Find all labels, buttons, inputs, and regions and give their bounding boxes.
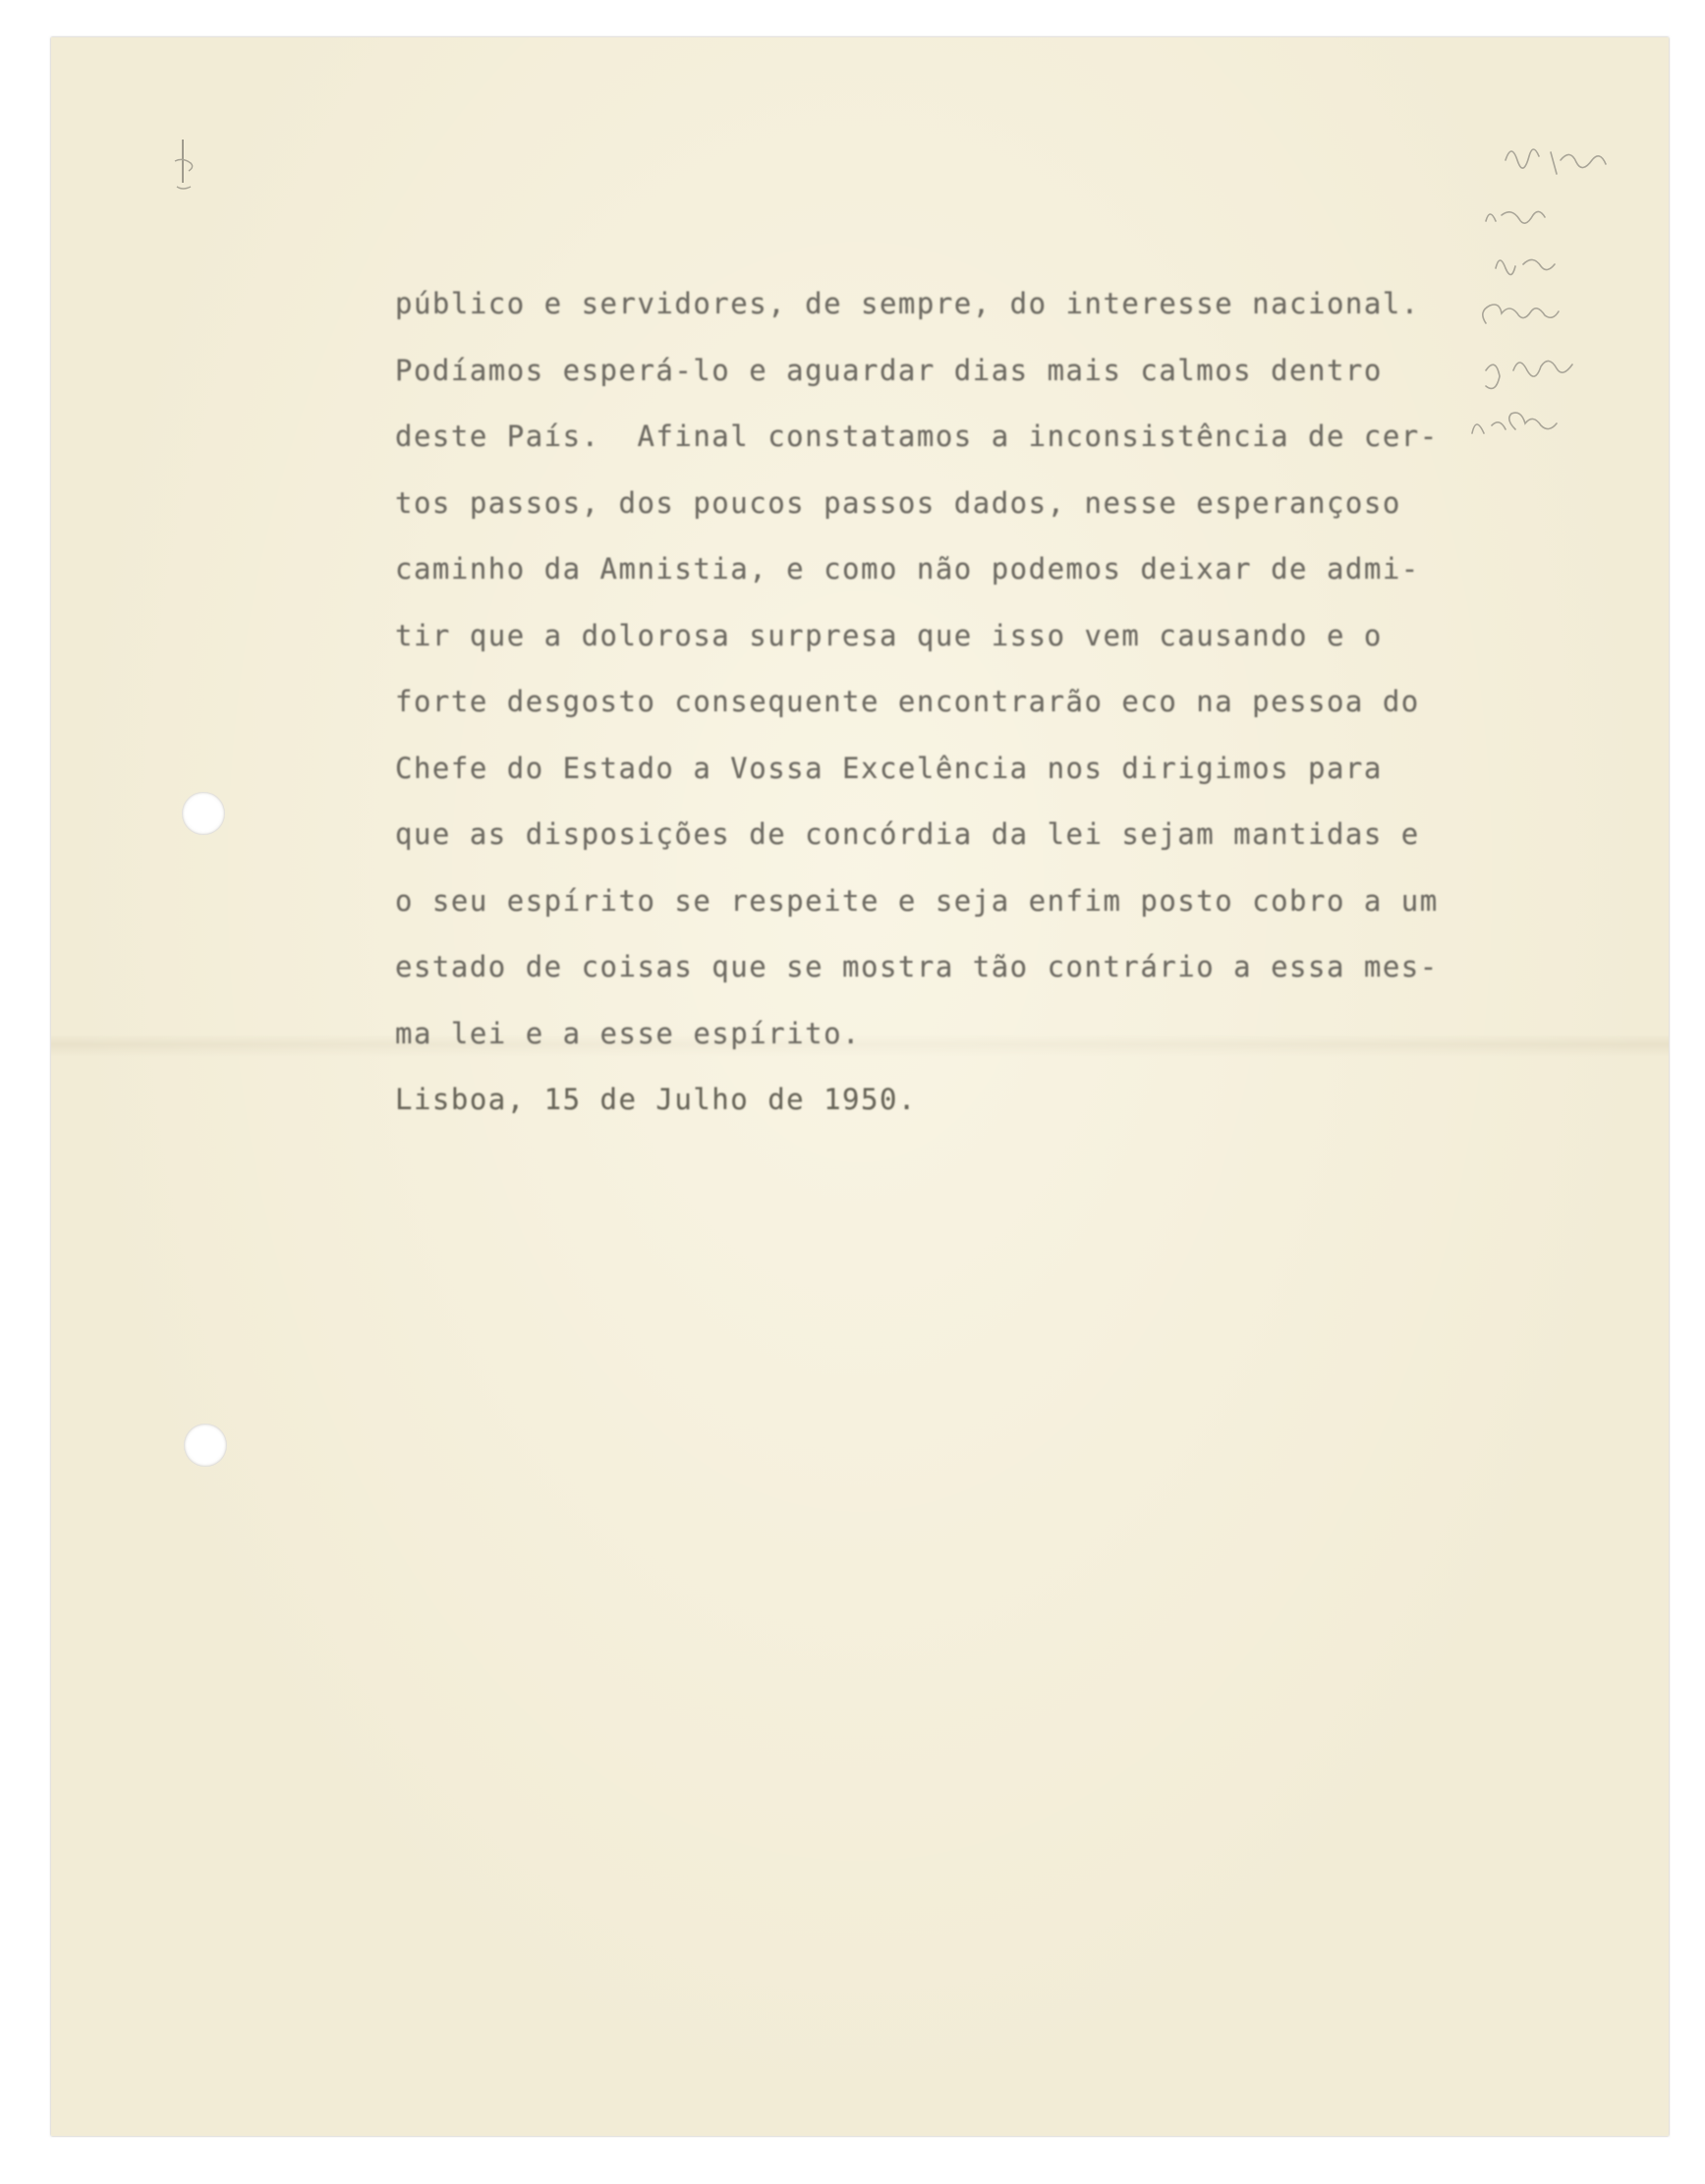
letter-line: caminho da Amnistia, e como não podemos deixar de admi- <box>395 552 1420 586</box>
letter-line: o seu espírito se respeite e seja enfim posto cobro a um <box>395 883 1439 918</box>
letter-line: Podíamos esperá-lo e aguardar dias mais calmos dentro <box>395 353 1383 387</box>
letter-line: que as disposições de concórdia da lei sejam mantidas e <box>395 817 1420 851</box>
letter-line: estado de coisas que se mostra tão contrário a essa mes- <box>395 950 1439 983</box>
letter-body <box>395 271 1525 1134</box>
letter-line: público e servidores, de sempre, do interesse nacional. <box>395 287 1420 320</box>
letter-line: ma lei e a esse espírito. <box>395 1016 861 1050</box>
punch-hole-lower <box>184 1424 227 1467</box>
letter-line: forte desgosto consequente encontrarão eco na pessoa do <box>395 685 1420 718</box>
punch-hole-upper <box>182 792 225 835</box>
letter-line: tir que a dolorosa surpresa que isso vem causando e o <box>395 618 1383 652</box>
letter-line: tos passos, dos poucos passos dados, nesse esperançoso <box>395 485 1401 520</box>
letter-line: deste País. Afinal constatamos a inconsistência de cer- <box>395 420 1439 453</box>
letter-page <box>51 37 1669 2136</box>
date-line: Lisboa, 15 de Julho de 1950. <box>395 1083 917 1116</box>
letter-line: Chefe do Estado a Vossa Excelência nos dirigimos para <box>395 751 1383 785</box>
pencil-margin-mark <box>171 136 200 195</box>
